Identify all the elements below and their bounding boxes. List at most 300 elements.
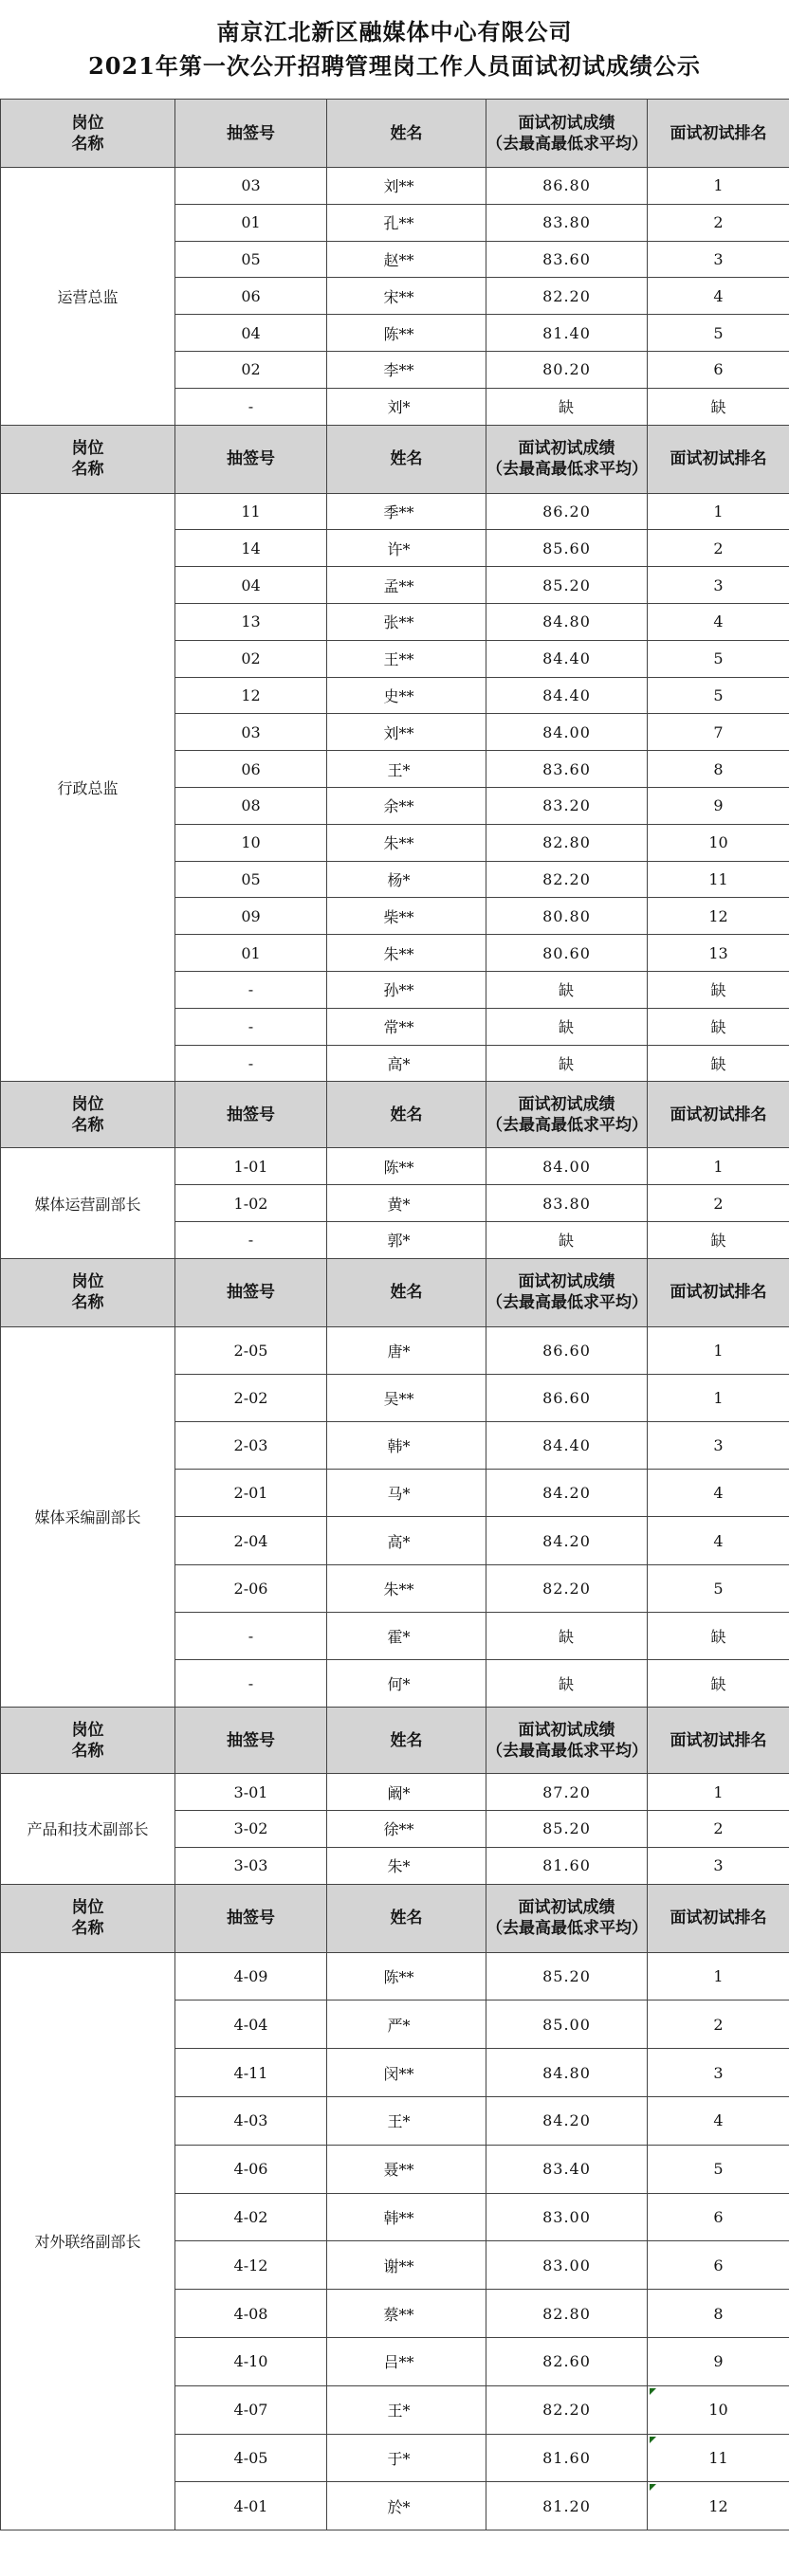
header-position [1, 1082, 175, 1148]
interview-rank: 1 [713, 1389, 724, 1407]
interview-rank-cell [648, 971, 789, 1008]
interview-score: 85.20 [486, 567, 648, 604]
interview-rank: 2 [713, 1194, 724, 1213]
draw-number: 2-03 [175, 1422, 327, 1470]
candidate-name-cell [327, 204, 486, 241]
header-position-line: 名称 [71, 1115, 104, 1135]
interview-rank-cell [648, 824, 789, 861]
candidate-name: 张** [383, 613, 414, 632]
interview-rank-cell [648, 2482, 789, 2530]
position-name: 对外联络副部长 [1, 1952, 175, 2530]
header-draw-number [175, 100, 327, 168]
header-rank-line: 面试初试排名 [670, 123, 767, 143]
interview-rank: 6 [713, 2207, 724, 2226]
interview-score: 82.20 [486, 861, 648, 898]
draw-number: 02 [175, 351, 327, 388]
candidate-name-cell [327, 1774, 486, 1811]
candidate-name: 陈** [383, 324, 414, 343]
header-score-line: 面试初试成绩 [518, 1272, 615, 1292]
candidate-name: 许* [387, 539, 411, 558]
group-header-row [1, 1082, 789, 1148]
interview-rank: 1 [713, 1341, 724, 1360]
header-position-line: 名称 [71, 460, 104, 480]
cell-comment-marker-icon [650, 2484, 656, 2491]
candidate-name: 刘** [383, 177, 414, 196]
interview-score: 86.20 [486, 493, 648, 530]
interview-score: 84.80 [486, 603, 648, 640]
candidate-name: 李** [383, 361, 414, 380]
header-score-line: （去最高最低求平均） [486, 1741, 648, 1761]
interview-score: 缺 [486, 1008, 648, 1045]
candidate-name-cell [327, 787, 486, 824]
group-header-row [1, 1258, 789, 1326]
interview-rank: 1 [713, 502, 724, 521]
interview-rank: 4 [713, 1531, 724, 1550]
interview-score: 缺 [486, 1660, 648, 1708]
candidate-name-cell [327, 567, 486, 604]
candidate-name: 霍* [387, 1627, 411, 1646]
interview-rank-cell [648, 640, 789, 677]
position-name: 媒体采编副部长 [1, 1326, 175, 1708]
candidate-name-cell [327, 1422, 486, 1470]
candidate-name-cell [327, 714, 486, 751]
results-table [0, 99, 789, 2530]
draw-number: - [175, 1221, 327, 1258]
draw-number: 10 [175, 824, 327, 861]
header-name-line: 姓名 [390, 1730, 423, 1750]
header-score [486, 100, 648, 168]
interview-score: 84.00 [486, 1148, 648, 1185]
interview-rank-cell [648, 1148, 789, 1185]
draw-number: - [175, 1660, 327, 1708]
candidate-name-cell [327, 1045, 486, 1082]
interview-rank-cell [648, 1470, 789, 1517]
interview-score: 86.80 [486, 168, 648, 205]
draw-number: 2-01 [175, 1470, 327, 1517]
header-rank [648, 100, 789, 168]
candidate-name: 朱** [383, 834, 414, 853]
interview-rank-cell [648, 1326, 789, 1374]
interview-rank: 9 [713, 2352, 724, 2371]
interview-score: 83.80 [486, 1185, 648, 1222]
position-name: 运营总监 [1, 168, 175, 426]
interview-rank: 5 [713, 649, 724, 668]
header-position-line: 岗位 [71, 1720, 104, 1740]
candidate-name: 韩* [387, 1437, 411, 1456]
header-score-line: （去最高最低求平均） [486, 460, 648, 480]
interview-score: 缺 [486, 1045, 648, 1082]
candidate-name: 王* [387, 2112, 411, 2131]
header-position-line: 岗位 [71, 1094, 104, 1114]
header-score-line: 面试初试成绩 [518, 439, 615, 459]
header-draw-number-line: 抽签号 [227, 123, 275, 143]
interview-score: 85.60 [486, 530, 648, 567]
candidate-name: 聂** [383, 2161, 414, 2180]
interview-score: 85.00 [486, 2001, 648, 2049]
candidate-name-cell [327, 1185, 486, 1222]
header-draw-number-line: 抽签号 [227, 1283, 275, 1303]
interview-score: 84.20 [486, 1517, 648, 1564]
draw-number: 05 [175, 861, 327, 898]
candidate-name: 唐* [387, 1342, 411, 1361]
header-position [1, 1708, 175, 1774]
interview-rank: 4 [713, 286, 724, 305]
cell-comment-marker-icon [650, 2437, 656, 2443]
interview-rank-cell [648, 1660, 789, 1708]
interview-rank: 1 [713, 176, 724, 195]
draw-number: 05 [175, 241, 327, 278]
candidate-name-cell [327, 2482, 486, 2530]
header-score-line: （去最高最低求平均） [486, 134, 648, 154]
candidate-name-cell [327, 2145, 486, 2193]
draw-number: 3-02 [175, 1811, 327, 1848]
candidate-name-cell [327, 898, 486, 935]
interview-rank: 4 [713, 612, 724, 631]
interview-rank-cell [648, 1422, 789, 1470]
candidate-name: 陈** [383, 1158, 414, 1177]
interview-score: 86.60 [486, 1326, 648, 1374]
draw-number: 01 [175, 204, 327, 241]
candidate-name: 马* [387, 1485, 411, 1504]
interview-score: 82.20 [486, 1564, 648, 1612]
draw-number: - [175, 1045, 327, 1082]
interview-rank: 6 [713, 360, 724, 379]
candidate-name: 余** [383, 797, 414, 816]
draw-number: 4-12 [175, 2241, 327, 2290]
interview-rank: 13 [708, 943, 728, 962]
header-position [1, 1258, 175, 1326]
candidate-name-cell [327, 315, 486, 352]
candidate-name-cell [327, 1008, 486, 1045]
header-draw-number-line: 抽签号 [227, 1105, 275, 1124]
interview-rank-cell [648, 714, 789, 751]
table-row [1, 1326, 789, 1374]
candidate-name: 孙** [383, 981, 414, 1000]
interview-rank: 缺 [710, 1018, 726, 1037]
candidate-name-cell [327, 603, 486, 640]
draw-number: 12 [175, 677, 327, 714]
candidate-name-cell [327, 1221, 486, 1258]
interview-rank-cell [648, 2337, 789, 2385]
candidate-name: 蔡** [383, 2305, 414, 2324]
header-score-line: 面试初试成绩 [518, 1898, 615, 1918]
header-draw-number [175, 1082, 327, 1148]
header-draw-number [175, 425, 327, 493]
header-position-line: 名称 [71, 134, 104, 154]
interview-rank: 1 [713, 1157, 724, 1176]
interview-score: 83.60 [486, 241, 648, 278]
interview-score: 80.60 [486, 935, 648, 972]
header-draw-number-line: 抽签号 [227, 449, 275, 469]
interview-rank: 11 [708, 2448, 728, 2467]
interview-rank-cell [648, 677, 789, 714]
candidate-name-cell [327, 1847, 486, 1884]
draw-number: 3-01 [175, 1774, 327, 1811]
interview-rank-cell [648, 2145, 789, 2193]
candidate-name: 吴** [383, 1390, 414, 1408]
draw-number: 03 [175, 168, 327, 205]
candidate-name-cell [327, 1517, 486, 1564]
draw-number: 2-06 [175, 1564, 327, 1612]
cell-comment-marker-icon [650, 2388, 656, 2395]
interview-rank-cell [648, 935, 789, 972]
candidate-name: 闵** [383, 2064, 414, 2083]
interview-rank-cell [648, 168, 789, 205]
interview-rank-cell [648, 1008, 789, 1045]
interview-score: 82.60 [486, 2337, 648, 2385]
header-score-line: 面试初试成绩 [518, 1720, 615, 1740]
candidate-name-cell [327, 1470, 486, 1517]
announcement-title: 2021年第一次公开招聘管理岗工作人员面试初试成绩公示 [88, 52, 701, 80]
header-rank [648, 425, 789, 493]
candidate-name: 于* [387, 2449, 411, 2468]
candidate-name: 严* [387, 2016, 411, 2035]
interview-score: 80.80 [486, 898, 648, 935]
interview-rank-cell [648, 1045, 789, 1082]
header-score [486, 1708, 648, 1774]
candidate-name: 刘* [387, 398, 411, 417]
candidate-name: 高* [387, 1532, 411, 1551]
header-draw-number-line: 抽签号 [227, 1730, 275, 1750]
interview-rank-cell [648, 315, 789, 352]
candidate-name: 常** [383, 1018, 414, 1037]
interview-rank: 3 [713, 1436, 724, 1455]
interview-rank-cell [648, 204, 789, 241]
interview-rank: 4 [713, 1484, 724, 1503]
candidate-name: 刘** [383, 723, 414, 742]
interview-score: 82.80 [486, 2290, 648, 2338]
draw-number: 4-02 [175, 2193, 327, 2241]
interview-rank: 5 [713, 1579, 724, 1598]
header-score-line: （去最高最低求平均） [486, 1293, 648, 1313]
candidate-name-cell [327, 241, 486, 278]
group-header-row [1, 425, 789, 493]
group-header-row [1, 1708, 789, 1774]
candidate-name: 朱** [383, 1580, 414, 1599]
candidate-name: 史** [383, 686, 414, 705]
header-score [486, 425, 648, 493]
interview-score: 81.20 [486, 2482, 648, 2530]
draw-number: 4-01 [175, 2482, 327, 2530]
interview-rank: 2 [713, 213, 724, 232]
candidate-name-cell [327, 388, 486, 425]
header-rank [648, 1258, 789, 1326]
interview-rank: 缺 [710, 981, 726, 1000]
header-rank [648, 1708, 789, 1774]
header-name-line: 姓名 [390, 449, 423, 469]
interview-rank-cell [648, 751, 789, 788]
interview-rank: 1 [713, 1782, 724, 1801]
draw-number: - [175, 388, 327, 425]
interview-score: 84.80 [486, 2049, 648, 2097]
interview-score: 缺 [486, 1612, 648, 1659]
interview-rank: 4 [713, 2111, 724, 2130]
interview-rank-cell [648, 1185, 789, 1222]
candidate-name-cell [327, 2385, 486, 2434]
interview-rank-cell [648, 2290, 789, 2338]
candidate-name-cell [327, 824, 486, 861]
candidate-name: 季** [383, 502, 414, 521]
draw-number: 09 [175, 898, 327, 935]
draw-number: - [175, 1008, 327, 1045]
draw-number: 4-05 [175, 2434, 327, 2482]
header-draw-number [175, 1708, 327, 1774]
draw-number: 08 [175, 787, 327, 824]
candidate-name-cell [327, 2337, 486, 2385]
interview-score: 缺 [486, 388, 648, 425]
interview-rank-cell [648, 493, 789, 530]
header-position-line: 名称 [71, 1293, 104, 1313]
interview-rank: 2 [713, 2015, 724, 2034]
interview-rank: 缺 [710, 1675, 726, 1694]
position-name: 媒体运营副部长 [1, 1148, 175, 1258]
header-score [486, 1884, 648, 1952]
candidate-name: 杨* [387, 870, 411, 889]
header-name [327, 1884, 486, 1952]
interview-rank: 缺 [710, 1627, 726, 1646]
draw-number: 4-08 [175, 2290, 327, 2338]
candidate-name: 朱* [387, 1857, 411, 1876]
interview-rank-cell [648, 530, 789, 567]
draw-number: 2-02 [175, 1374, 327, 1421]
interview-score: 87.20 [486, 1774, 648, 1811]
header-score-line: （去最高最低求平均） [486, 1919, 648, 1939]
draw-number: 4-06 [175, 2145, 327, 2193]
draw-number: 04 [175, 315, 327, 352]
interview-rank-cell [648, 1847, 789, 1884]
interview-score: 83.00 [486, 2193, 648, 2241]
candidate-name-cell [327, 1374, 486, 1421]
header-position [1, 100, 175, 168]
interview-rank: 8 [713, 759, 724, 778]
header-name [327, 425, 486, 493]
candidate-name: 於* [387, 2497, 411, 2516]
interview-score: 82.20 [486, 278, 648, 315]
header-rank-line: 面试初试排名 [670, 1909, 767, 1928]
interview-score: 85.20 [486, 1952, 648, 2001]
draw-number: 2-05 [175, 1326, 327, 1374]
candidate-name: 吕** [383, 2353, 414, 2372]
header-name-line: 姓名 [390, 123, 423, 143]
candidate-name: 高* [387, 1054, 411, 1073]
interview-score: 83.20 [486, 787, 648, 824]
candidate-name: 柴** [383, 907, 414, 926]
interview-rank-cell [648, 241, 789, 278]
interview-score: 83.40 [486, 2145, 648, 2193]
interview-rank-cell [648, 1374, 789, 1421]
draw-number: 4-10 [175, 2337, 327, 2385]
candidate-name-cell [327, 2290, 486, 2338]
header-rank [648, 1884, 789, 1952]
interview-rank-cell [648, 1774, 789, 1811]
candidate-name: 孟** [383, 576, 414, 595]
interview-rank-cell [648, 2434, 789, 2482]
table-row [1, 1952, 789, 2001]
draw-number: 03 [175, 714, 327, 751]
interview-rank: 5 [713, 323, 724, 342]
header-position-line: 岗位 [71, 1898, 104, 1918]
candidate-name-cell [327, 971, 486, 1008]
table-row [1, 1148, 789, 1185]
table-row [1, 1774, 789, 1811]
interview-rank-cell [648, 388, 789, 425]
interview-rank: 6 [713, 2256, 724, 2275]
candidate-name-cell [327, 2001, 486, 2049]
interview-rank: 5 [713, 685, 724, 704]
candidate-name-cell [327, 351, 486, 388]
header-rank-line: 面试初试排名 [670, 1105, 767, 1124]
candidate-name-cell [327, 1148, 486, 1185]
draw-number: 4-07 [175, 2385, 327, 2434]
header-rank-line: 面试初试排名 [670, 1730, 767, 1750]
interview-rank: 缺 [710, 398, 726, 417]
interview-rank-cell [648, 2241, 789, 2290]
results-table-body [1, 100, 789, 2530]
interview-rank: 1 [713, 1967, 724, 1985]
header-position-line: 岗位 [71, 113, 104, 133]
interview-rank-cell [648, 2097, 789, 2146]
draw-number: 04 [175, 567, 327, 604]
header-position-line: 岗位 [71, 1272, 104, 1292]
candidate-name-cell [327, 530, 486, 567]
interview-rank: 3 [713, 575, 724, 594]
interview-score: 84.40 [486, 677, 648, 714]
candidate-name: 郭* [387, 1232, 411, 1251]
interview-rank: 3 [713, 2063, 724, 2082]
draw-number: 4-11 [175, 2049, 327, 2097]
interview-rank: 缺 [710, 1054, 726, 1073]
header-name-line: 姓名 [390, 1909, 423, 1928]
header-position-line: 名称 [71, 1741, 104, 1761]
position-name: 行政总监 [1, 493, 175, 1082]
interview-rank: 3 [713, 1856, 724, 1875]
interview-score: 82.20 [486, 2385, 648, 2434]
interview-score: 85.20 [486, 1811, 648, 1848]
interview-score: 84.40 [486, 640, 648, 677]
interview-rank-cell [648, 1517, 789, 1564]
candidate-name-cell [327, 861, 486, 898]
interview-rank-cell [648, 278, 789, 315]
interview-rank: 2 [713, 539, 724, 557]
candidate-name: 王** [383, 650, 414, 669]
header-name [327, 1708, 486, 1774]
header-draw-number-line: 抽签号 [227, 1909, 275, 1928]
candidate-name: 陈** [383, 1968, 414, 1986]
header-name [327, 100, 486, 168]
draw-number: 14 [175, 530, 327, 567]
interview-score: 缺 [486, 1221, 648, 1258]
candidate-name: 孔** [383, 214, 414, 233]
candidate-name: 朱** [383, 944, 414, 963]
interview-score: 81.60 [486, 2434, 648, 2482]
header-position [1, 1884, 175, 1952]
candidate-name-cell [327, 1564, 486, 1612]
interview-score: 83.00 [486, 2241, 648, 2290]
group-header-row [1, 100, 789, 168]
draw-number: 01 [175, 935, 327, 972]
table-row [1, 493, 789, 530]
draw-number: 4-09 [175, 1952, 327, 2001]
candidate-name-cell [327, 2193, 486, 2241]
company-title: 南京江北新区融媒体中心有限公司 [216, 18, 573, 46]
interview-rank-cell [648, 861, 789, 898]
draw-number: 11 [175, 493, 327, 530]
candidate-name: 徐** [383, 1820, 414, 1839]
interview-rank: 7 [713, 722, 724, 741]
interview-score: 缺 [486, 971, 648, 1008]
draw-number: 13 [175, 603, 327, 640]
interview-score: 84.40 [486, 1422, 648, 1470]
